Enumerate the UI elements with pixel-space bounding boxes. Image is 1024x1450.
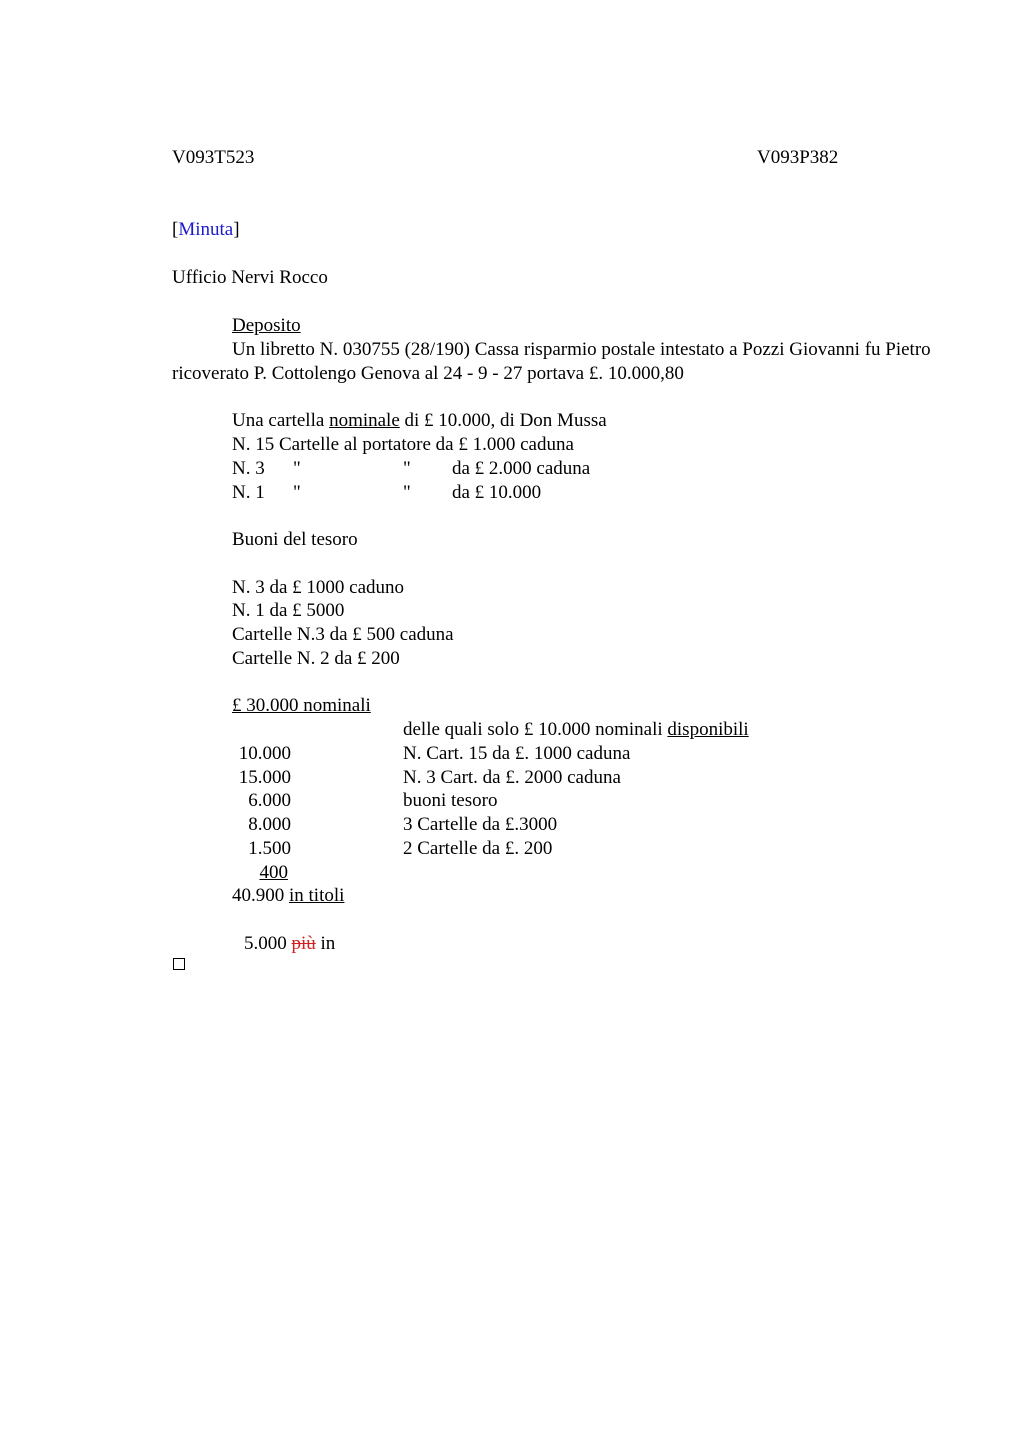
footer-struck-word: più	[291, 933, 316, 954]
summary-total-amount: 40.900	[232, 885, 285, 906]
cartella-line1-pre: Una cartella	[232, 410, 330, 431]
summary-total-label: in titoli	[289, 885, 345, 906]
deposito-heading: Deposito	[232, 315, 301, 336]
summary-desc: 3 Cartelle da £.3000	[403, 814, 558, 835]
buoni-item: Cartelle N.3 da £ 500 caduna	[232, 624, 454, 645]
office-name: Ufficio Nervi Rocco	[172, 267, 328, 288]
minuta-link[interactable]: Minuta	[178, 219, 234, 240]
summary-last-amount-value: 400	[259, 862, 288, 883]
buoni-item: N. 1 da £ 5000	[232, 600, 345, 621]
summary-amount: 1.500	[248, 838, 291, 859]
summary-amount: 6.000	[248, 790, 291, 811]
square-marker-icon	[173, 958, 185, 970]
document-code-right: V093P382	[757, 147, 839, 168]
cartelle-line4-number: N. 1	[232, 482, 265, 503]
cartelle-portatore-line: N. 15 Cartelle al portatore da £ 1.000 caduna	[232, 434, 574, 455]
summary-amount: 15.000	[238, 767, 291, 788]
deposito-paragraph	[172, 338, 932, 386]
summary-last-amount	[232, 861, 288, 885]
cartella-nominale-line	[232, 409, 607, 433]
cartella-line1-post: di £ 10.000, di Don Mussa	[399, 410, 607, 431]
disponibili-underlined: disponibili	[667, 719, 749, 740]
cartelle-line3-ditto-1: "	[293, 458, 301, 479]
cartelle-line4-ditto-1: "	[293, 482, 301, 503]
disponibili-line	[403, 718, 749, 742]
buoni-item: Cartelle N. 2 da £ 200	[232, 648, 400, 669]
cartelle-line3-ditto-2: "	[403, 458, 411, 479]
cartelle-line4-value: da £ 10.000	[452, 482, 542, 503]
deposito-paragraph-text: Un libretto N. 030755 (28/190) Cassa risparmio postale intestato a Pozzi Giovanni fu Pietro ricoverato P. Cottolengo Genova al 24 - 9 - 27 portava £. 10.000,80	[172, 339, 931, 384]
minuta-close-bracket: ]	[233, 219, 240, 240]
footer-rest: in	[320, 933, 336, 954]
cartella-line1-underlined: nominale	[329, 410, 400, 431]
summary-desc: buoni tesoro	[403, 790, 498, 811]
buoni-item: N. 3 da £ 1000 caduno	[232, 577, 405, 598]
summary-desc: N. Cart. 15 da £. 1000 caduna	[403, 743, 631, 764]
minuta-label	[172, 218, 240, 242]
minuta-open-bracket: [	[172, 219, 179, 240]
footer-line	[244, 932, 335, 956]
cartelle-line4-ditto-2: "	[403, 482, 411, 503]
cartelle-line3-number: N. 3	[232, 458, 265, 479]
nominali-total: £ 30.000 nominali	[232, 695, 371, 716]
summary-desc: N. 3 Cart. da £. 2000 caduna	[403, 767, 621, 788]
summary-desc: 2 Cartelle da £. 200	[403, 838, 553, 859]
summary-amount: 10.000	[238, 743, 291, 764]
buoni-heading: Buoni del tesoro	[232, 529, 358, 550]
document-code-left: V093T523	[172, 147, 255, 168]
disponibili-pre: delle quali solo £ 10.000 nominali	[403, 719, 668, 740]
cartelle-line3-value: da £ 2.000 caduna	[452, 458, 591, 479]
footer-amount: 5.000	[244, 933, 287, 954]
summary-amount: 8.000	[248, 814, 291, 835]
summary-total-line	[232, 884, 344, 908]
